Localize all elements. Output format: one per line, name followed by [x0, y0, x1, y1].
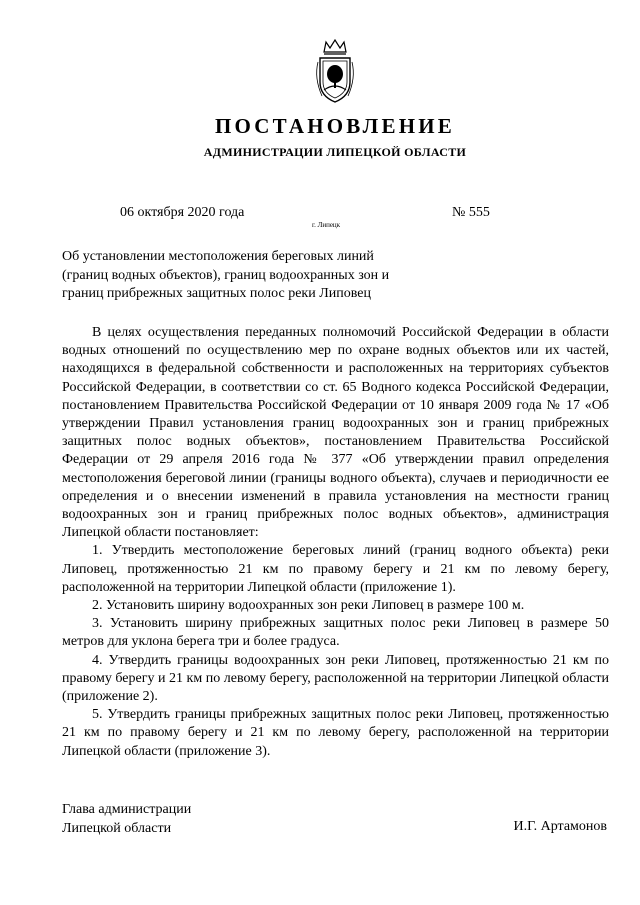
heading-line: Об установлении местоположения береговых линий [62, 249, 374, 264]
resolution-item: 4. Утвердить границы водоохранных зон реки Липовец, протяженностью 21 км по правому берегу и 21 км по левому берегу, расположенной на территории Липецкой области (приложение 2). [62, 652, 609, 705]
resolution-item: 1. Утвердить местоположение береговых линий (границ водного объекта) реки Липовец, протяженностью 21 км по правому берегу и 21 км по левому берегу, расположенной на территории Липецкой области (приложение 1). [62, 543, 609, 595]
heading-line: границ прибрежных защитных полос реки Липовец [62, 286, 371, 301]
document-date: 06 октября 2020 года [120, 205, 245, 220]
document-heading [62, 248, 442, 304]
coat-of-arms-emblem-icon [312, 38, 358, 106]
document-number: № 555 [452, 205, 490, 220]
document-body [62, 324, 609, 761]
heading-line: (границ водных объектов), границ водоохранных зон и [62, 267, 390, 283]
signatory-name: И.Г. Артамонов [513, 819, 607, 834]
signature-position-line: Глава администрации [62, 802, 192, 817]
resolution-item: 2. Установить ширину водоохранных зон реки Липовец в размере 100 м. [92, 598, 525, 614]
document-subtitle: АДМИНИСТРАЦИИ ЛИПЕЦКОЙ ОБЛАСТИ [203, 145, 467, 159]
resolution-list [62, 542, 609, 760]
resolution-item: 3. Установить ширину прибрежных защитных полос реки Липовец в размере 50 метров для уклона берега три и более градуса. [62, 616, 609, 650]
document-title: ПОСТАНОВЛЕНИЕ [214, 114, 456, 138]
signature-position-line: Липецкой области [62, 821, 172, 836]
document-city: г. Липецк [312, 221, 341, 229]
resolution-item: 5. Утвердить границы прибрежных защитных полос реки Липовец, протяженностью 21 км по правому берегу и 21 км по левому берегу, расположенной на территории Липецкой области (приложение 3). [62, 707, 609, 759]
signature-position [62, 800, 191, 838]
preamble-paragraph: В целях осуществления переданных полномочий Российской Федерации в области водных отношений по осуществлению мер по охране водных объектов или их частей, находящихся в федеральной собственности и расположенных на территориях субъектов Российской Федерации, в соответствии со ст. 65 Водного кодекса Российской Федерации, постановлением Правительства Российской Федерации от 10 января 2009 года № 17 «Об утверждении Правил установления границ водоохранных зон и границ прибрежных защитных полос водных объектов», постановлением Правительства Российской Федерации от 29 апреля 2016 года № 377 «Об утверждении правил определения местоположения береговой линии (границы водного объекта), случаев и периодичности ее определения и о внесении изменений в правила установления на местности границ водоохранных зон и границ прибрежных полос водных объектов», администрация Липецкой области постановляет: [62, 325, 609, 541]
